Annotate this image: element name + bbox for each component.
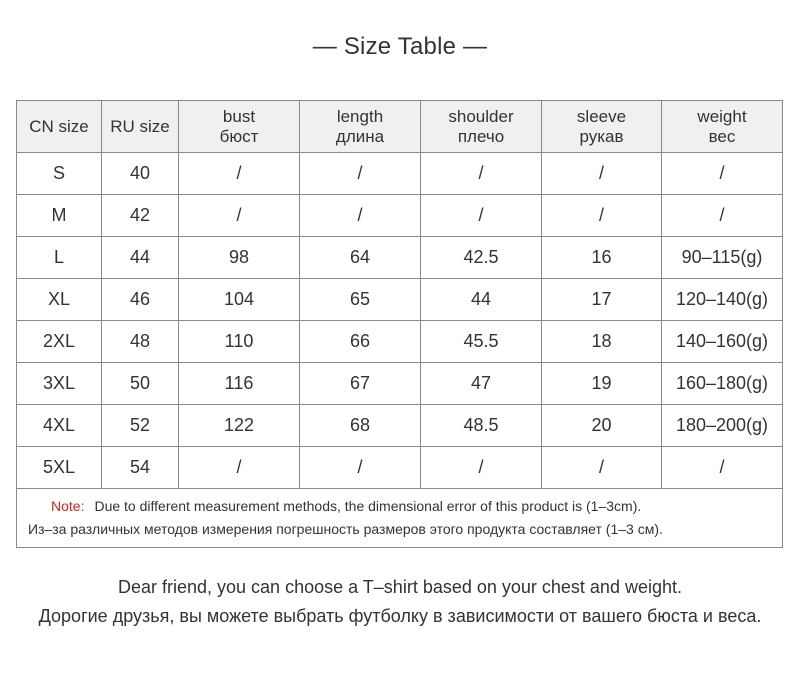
table-cell: 90–115(g): [662, 237, 783, 279]
header-cn-size: CN size: [17, 101, 102, 153]
table-cell: 66: [300, 321, 421, 363]
table-cell: 52: [102, 405, 179, 447]
note-label: Note:: [51, 498, 85, 514]
table-cell: /: [662, 153, 783, 195]
table-cell: /: [421, 195, 542, 237]
header-weight: weight вес: [662, 101, 783, 153]
table-row: [17, 153, 783, 195]
table-cell: L: [17, 237, 102, 279]
header-bust: bust бюст: [179, 101, 300, 153]
table-cell: 67: [300, 363, 421, 405]
table-cell: /: [300, 447, 421, 489]
table-row: [17, 447, 783, 489]
table-row: [17, 321, 783, 363]
table-cell: /: [300, 195, 421, 237]
table-cell: 16: [542, 237, 662, 279]
table-row: [17, 405, 783, 447]
table-cell: 160–180(g): [662, 363, 783, 405]
note-text-ru: Из–за различных методов измерения погрешность размеров этого продукта составляет (1–3 см).: [28, 521, 663, 537]
table-cell: 19: [542, 363, 662, 405]
table-cell: 3XL: [17, 363, 102, 405]
table-cell: 48: [102, 321, 179, 363]
size-table: [16, 100, 783, 548]
table-cell: 44: [421, 279, 542, 321]
table-cell: /: [542, 447, 662, 489]
table-cell: 48.5: [421, 405, 542, 447]
table-cell: M: [17, 195, 102, 237]
table-cell: 42: [102, 195, 179, 237]
table-row: [17, 237, 783, 279]
table-row: [17, 279, 783, 321]
table-cell: 2XL: [17, 321, 102, 363]
table-cell: 5XL: [17, 447, 102, 489]
note-cell: [17, 489, 783, 548]
header-ru-size: RU size: [102, 101, 179, 153]
note-row: [17, 489, 783, 548]
table-cell: 64: [300, 237, 421, 279]
table-cell: /: [662, 447, 783, 489]
table-cell: 46: [102, 279, 179, 321]
table-cell: 47: [421, 363, 542, 405]
table-cell: 17: [542, 279, 662, 321]
table-cell: /: [300, 153, 421, 195]
table-cell: 20: [542, 405, 662, 447]
table-cell: 104: [179, 279, 300, 321]
table-header-row: [17, 101, 783, 153]
table-cell: /: [421, 153, 542, 195]
table-cell: 116: [179, 363, 300, 405]
table-cell: 40: [102, 153, 179, 195]
table-cell: /: [179, 447, 300, 489]
table-cell: 65: [300, 279, 421, 321]
table-cell: S: [17, 153, 102, 195]
table-cell: 54: [102, 447, 179, 489]
table-cell: /: [421, 447, 542, 489]
table-cell: 68: [300, 405, 421, 447]
table-cell: /: [542, 195, 662, 237]
table-cell: 120–140(g): [662, 279, 783, 321]
table-cell: /: [179, 153, 300, 195]
page-title: — Size Table —: [312, 33, 488, 60]
table-cell: 18: [542, 321, 662, 363]
table-cell: XL: [17, 279, 102, 321]
table-cell: 42.5: [421, 237, 542, 279]
footer-text-en: Dear friend, you can choose a T–shirt based on your chest and weight.: [117, 577, 682, 597]
header-shoulder: shoulder плечо: [421, 101, 542, 153]
table-row: [17, 363, 783, 405]
table-cell: /: [542, 153, 662, 195]
table-cell: 140–160(g): [662, 321, 783, 363]
table-cell: 50: [102, 363, 179, 405]
table-cell: 122: [179, 405, 300, 447]
table-cell: 44: [102, 237, 179, 279]
note-text-en: Due to different measurement methods, the dimensional error of this product is (1–3cm).: [94, 498, 642, 514]
header-sleeve: sleeve рукав: [542, 101, 662, 153]
table-cell: /: [179, 195, 300, 237]
table-cell: /: [662, 195, 783, 237]
table-cell: 45.5: [421, 321, 542, 363]
table-cell: 98: [179, 237, 300, 279]
table-cell: 4XL: [17, 405, 102, 447]
footer-text-ru: Дорогие друзья, вы можете выбрать футболку в зависимости от вашего бюста и веса.: [38, 606, 762, 626]
note-line-en: [17, 495, 782, 518]
table-cell: 180–200(g): [662, 405, 783, 447]
table-row: [17, 195, 783, 237]
header-length: length длина: [300, 101, 421, 153]
table-cell: 110: [179, 321, 300, 363]
